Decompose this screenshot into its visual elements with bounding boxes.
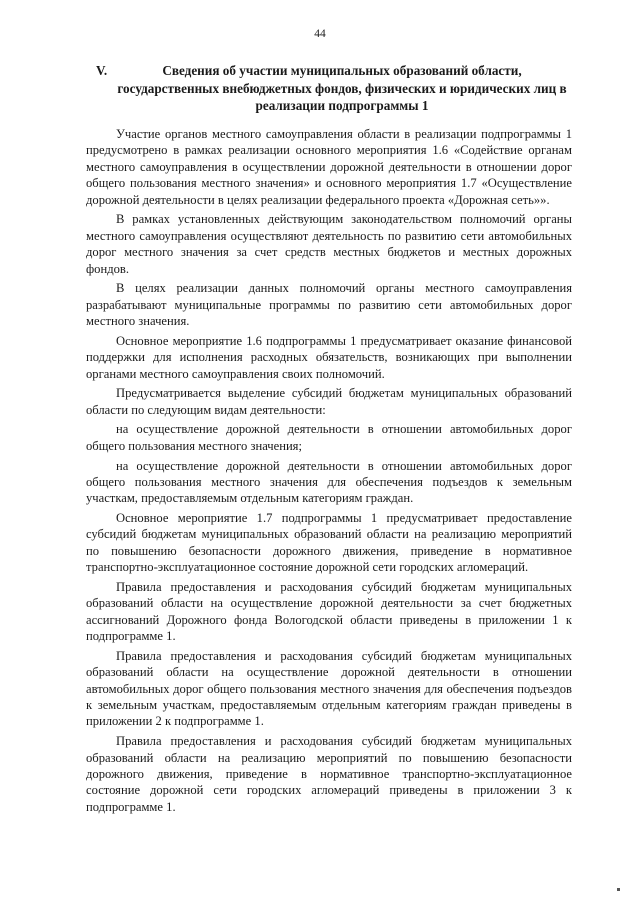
paragraph: Правила предоставления и расходования субсидий бюджетам муниципальных образований области на осуществление дорожной деятельности в отношении автомобильных дорог общего пользования местного значения для обеспечения подъездов к земельным участкам, предоставляемым отдельным категориям граждан приведены в приложении 2 к подпрограмме 1. [86,648,572,729]
section-title: Сведения об участии муниципальных образований области, государственных внебюджетных фондов, физических и юридических лиц в реализации подпрограммы 1 [117,63,567,113]
list-item: на осуществление дорожной деятельности в отношении автомобильных дорог общего пользования местного значения; [86,422,572,453]
paragraph: Участие органов местного самоуправления области в реализации подпрограммы 1 предусмотрено в рамках реализации основного мероприятия 1.6 «Содействие органам местного самоуправления в осуществлении дорожной деятельности в отношении дорог общего пользования местного значения» и основного мероприятия 1.7 «Осуществление дорожной деятельности в целях реализации федерального проекта «Дорожная сеть»». [86,127,572,207]
page-number: 44 [314,28,326,40]
paragraph: Правила предоставления и расходования субсидий бюджетам муниципальных образований области на осуществление дорожной деятельности за счет бюджетных ассигнований Дорожного фонда Вологодской области приведены в приложении 1 к подпрограмме 1. [86,579,572,644]
paragraph: В рамках установленных действующим законодательством полномочий органы местного самоуправления осуществляют деятельность по развитию сети автомобильных дорог местного значения за счет средств местных бюджетов и местных дорожных фондов. [86,212,572,276]
list-item: на осуществление дорожной деятельности в отношении автомобильных дорог общего пользования местного значения для обеспечения подъездов к земельным участкам, предоставляемым отдельным категориям граждан. [86,458,572,506]
paragraph: Основное мероприятие 1.7 подпрограммы 1 предусматривает предоставление субсидий бюджетам муниципальных образований области на реализацию мероприятий по повышению безопасности дорожного движения, приведение в нормативное транспортно-эксплуатационное состояние дорожной сети городских агломераций. [86,511,572,575]
paragraph: Правила предоставления и расходования субсидий бюджетам муниципальных образований области на реализацию мероприятий по повышению безопасности дорожного движения, приведение в нормативное транспортно-эксплуатационное состояние дорожной сети городских агломераций приведены в приложении 3 к подпрограмме 1. [86,734,572,814]
section-numeral: V. [96,63,108,78]
paragraph: Основное мероприятие 1.6 подпрограммы 1 предусматривает оказание финансовой поддержки для исполнения расходных обязательств, возникающих при выполнении органами местного самоуправления своих полномочий. [86,333,572,381]
paragraph: В целях реализации данных полномочий органы местного самоуправления разрабатывают муниципальные программы по развитию сети автомобильных дорог местного значения. [86,281,572,329]
scan-mark [617,888,620,891]
paragraph: Предусматривается выделение субсидий бюджетам муниципальных образований области по следующим видам деятельности: [86,386,572,417]
section-heading [86,62,572,115]
body-text [86,126,572,819]
